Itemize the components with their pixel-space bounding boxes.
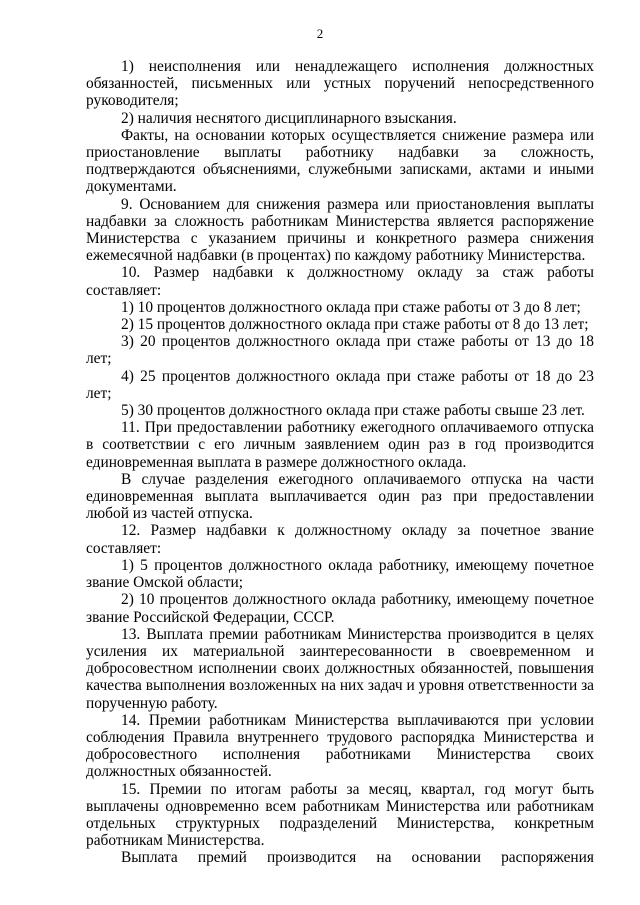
paragraph-11: 11. При предоставлении работнику ежегодного оплачиваемого отпуска в соответствии с его личным заявлением один раз в год производится единовременная выплата в размере должностного оклада.	[86, 419, 594, 471]
paragraph-facts: Факты, на основании которых осуществляется снижение размера или приостановление выплаты работнику надбавки за сложность, подтверждаются объяснениями, служебными записками, актами и иными документами.	[86, 126, 594, 196]
paragraph-10-item-5: 5) 30 процентов должностного оклада при стаже работы свыше 23 лет.	[121, 402, 585, 420]
paragraph-14: 14. Премии работникам Министерства выплачиваются при условии соблюдения Правила внутреннего трудового распорядка Министерства и добросовестного исполнения работниками Министерства своих должностных обязанностей.	[86, 711, 594, 781]
paragraph-12-item-2: 2) 10 процентов должностного оклада работнику, имеющему почетное звание Российской Федерации, СССР.	[86, 591, 594, 626]
paragraph-10: 10. Размер надбавки к должностному окладу за стаж работы составляет:	[86, 264, 594, 299]
paragraph-10-item-1: 1) 10 процентов должностного оклада при стаже работы от 3 до 8 лет;	[121, 298, 581, 316]
paragraph-vacation-split: В случае разделения ежегодного оплачиваемого отпуска на части единовременная выплата выплачивается один раз при предоставлении любой из частей отпуска.	[86, 470, 594, 523]
paragraph-9: 9. Основанием для снижения размера или приостановления выплаты надбавки за сложность работникам Министерства является распоряжение Министерства с указанием причины и конкретного размера снижения ежемесячной надбавки (в процентах) по каждому работнику Министерства.	[86, 195, 594, 265]
paragraph-12: 12. Размер надбавки к должностному окладу за почетное звание составляет:	[86, 522, 594, 557]
paragraph-15: 15. Премии по итогам работы за месяц, квартал, год могут быть выплачены одновременно всем работникам Министерства или работникам отдельных структурных подразделений Министерства, конкретным работникам Министерства.	[86, 780, 594, 850]
document-body	[86, 58, 594, 867]
paragraph-clause-1: 1) неисполнения или ненадлежащего исполнения должностных обязанностей, письменных или устных поручений непосредственного руководителя;	[86, 58, 594, 110]
paragraph-10-item-2: 2) 15 процентов должностного оклада при стаже работы от 8 до 13 лет;	[121, 316, 589, 334]
paragraph-13: 13. Выплата премии работникам Министерства производится в целях усиления их материальной заинтересованности в своевременном и добросовестном исполнении своих должностных обязанностей, повышения качества выполнения возложенных на них задач и уровня ответственности за порученную работу.	[86, 625, 594, 712]
paragraph-bonus-basis: Выплата премий производится на основании распоряжения	[121, 849, 594, 867]
paragraph-12-item-1: 1) 5 процентов должностного оклада работнику, имеющему почетное звание Омской области;	[86, 556, 594, 592]
paragraph-clause-2: 2) наличия неснятого дисциплинарного взыскания.	[121, 109, 457, 127]
page-number: 2	[316, 26, 324, 41]
paragraph-10-item-3: 3) 20 процентов должностного оклада при стаже работы от 13 до 18 лет;	[86, 333, 594, 368]
paragraph-10-item-4: 4) 25 процентов должностного оклада при стаже работы от 18 до 23 лет;	[86, 367, 594, 402]
